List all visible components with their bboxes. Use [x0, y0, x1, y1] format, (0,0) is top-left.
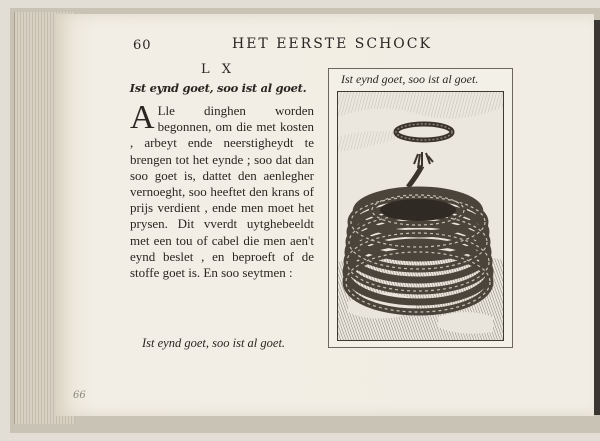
closing-motto: Ist eynd goet, soo ist al goet. — [142, 336, 286, 350]
body-paragraph: Lle dinghen worden begonnen, om die met kosten , arbeyt ende neerstigheydt te brengen tot het eynde ; soo dat dan soo goet is, dattet den aenlegher vernoeght, soo heeftet den krans of prijs verdient , ende men moet het prysen. Dit vverdt uytghebeeldt met een tou of cabel die men aen't eynd beslet , en beproeft of de stoffe goet is. En soo seytmen : — [130, 103, 314, 281]
page-number: 60 — [133, 38, 152, 53]
plate-title: Ist eynd goet, soo ist al goet. — [341, 72, 479, 86]
drop-cap: A — [130, 99, 155, 136]
coiled-rope-engraving — [337, 91, 504, 341]
emblem-number: L X — [200, 62, 236, 77]
handwritten-note: 66 — [73, 390, 86, 401]
engraving-plate — [328, 68, 513, 348]
book-right-edge — [594, 20, 600, 415]
running-head: HET EERSTE SCHOCK — [232, 36, 432, 52]
emblem-text-block — [122, 62, 314, 281]
emblem-body — [130, 99, 314, 281]
engraving-illustration — [338, 92, 503, 340]
emblem-motto: Ist eynd goet, soo ist al goet. — [129, 81, 307, 95]
